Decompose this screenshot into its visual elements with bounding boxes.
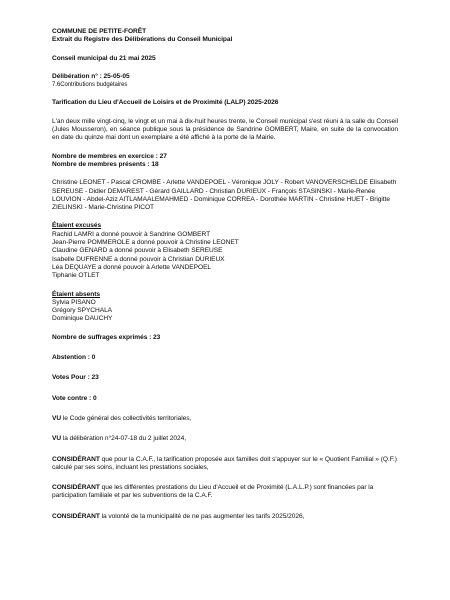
clause-keyword: VU — [52, 435, 62, 443]
list-item: Sylvia PISANO — [52, 298, 96, 306]
abstention-count: Abstention : 0 — [52, 354, 96, 362]
clause-considerant-tarifs — [52, 513, 398, 521]
deliberation-title: Tarification du Lieu d'Accueil de Loisirs et de Proximité (LALP) 2025-2026 — [52, 99, 279, 107]
members-present: Nombre de membres présents : 18 — [52, 160, 159, 168]
excuses-heading: Étaient excusés — [52, 222, 102, 230]
present-members-list: Christine LEONET - Pascal CROMBE - Arlette VANDEPOEL - Véronique JOLY - Robert VANOVERSCHELDE Elisabeth SEREUSE - Didier DEMAREST - Gérard GAILLARD - Christian DURIEUX - François STASINSKI - Marie-Renée LOUVION - Abdel-Aziz AITLAMAALEMAHMED - Dominique CORREA - Dorothée MARTIN - Christine HUET - Brigitte ZIELINSKI - Marie-Christine PICOT — [52, 179, 397, 212]
clause-text: que pour la C.A.F., la tarification proposée aux familles doit s'appuyer sur le « Quotient Familial » (Q.F.) calculé par ses soins, incluant les prestations sociales, — [52, 455, 397, 471]
votes-for-count: Votes Pour : 23 — [52, 374, 99, 382]
commune-name: COMMUNE DE PETITE-FORÊT — [52, 28, 147, 35]
suffrages-count: Nombre de suffrages exprimés : 23 — [52, 333, 161, 341]
intro-paragraph: L'an deux mille vingt-cinq, le vingt et un mai à dix-huit heures trente, le Conseil municipal s'est réuni à la salle du Conseil (Jules Mousseron), en séance publique sous la présidence de Sandrine GOMBERT, Maire, en suite de la convocation en date du quinze mai dont un exemplaire a été affiché à la porte de la Mairie. — [52, 117, 398, 142]
list-item: Rachid LAMRI a donné pouvoir à Sandrine GOMBERT — [52, 230, 211, 238]
clause-keyword: VU — [52, 414, 62, 422]
conseil-date: Conseil municipal du 21 mai 2025 — [52, 54, 156, 62]
clause-keyword: CONSIDÉRANT — [52, 484, 100, 492]
votes-against-count: Vote contre : 0 — [52, 394, 97, 402]
clause-vu-deliberation — [52, 435, 398, 443]
clause-text: la volonté de la municipalité de ne pas augmenter les tarifs 2025/2026, — [99, 512, 305, 520]
list-item: Claudine GENARD a donné pouvoir à Elisabeth SEREUSE — [52, 247, 223, 255]
absents-heading: Étaient absents — [52, 290, 100, 298]
deliberation-number: Délibération n° : 25-05-05 — [52, 72, 130, 80]
clause-text: que les différentes prestations du Lieu d'Accueil et de Proximité (L.A.L.P.) sont financées par la participation familiale et par les subventions de la C.A.F. — [52, 484, 374, 500]
clause-text: la délibération n°24-07-18 du 2 juillet 2024, — [61, 435, 187, 443]
list-item: Dominique DAUCHY — [52, 315, 113, 323]
members-in-office: Nombre de membres en exercice : 27 — [52, 152, 167, 160]
clause-considerant-financement — [52, 484, 398, 501]
list-item: Grégory SPYCHALA — [52, 307, 113, 315]
clause-keyword: CONSIDÉRANT — [52, 455, 100, 463]
clause-vu-cgct — [52, 415, 398, 423]
clause-keyword: CONSIDÉRANT — [52, 512, 100, 520]
list-item: Léa DEQUAYE a donné pouvoir à Arlette VANDEPOEL — [52, 263, 212, 271]
registre-title: Extrait du Registre des Délibérations du Conseil Municipal — [52, 36, 233, 44]
clause-text: le Code général des collectivités territoriales, — [61, 414, 192, 422]
list-item: Jean-Pierre POMMEROLE a donné pouvoir à Christine LEONET — [52, 239, 239, 247]
list-item: Isabelle DUFRENNE a donné pouvoir à Christian DURIEUX — [52, 255, 225, 263]
deliberation-category: 7.6Contributions budgétaires — [52, 82, 128, 89]
clause-considerant-caf — [52, 456, 398, 473]
list-item: Tiphanie OTLET — [52, 272, 100, 280]
